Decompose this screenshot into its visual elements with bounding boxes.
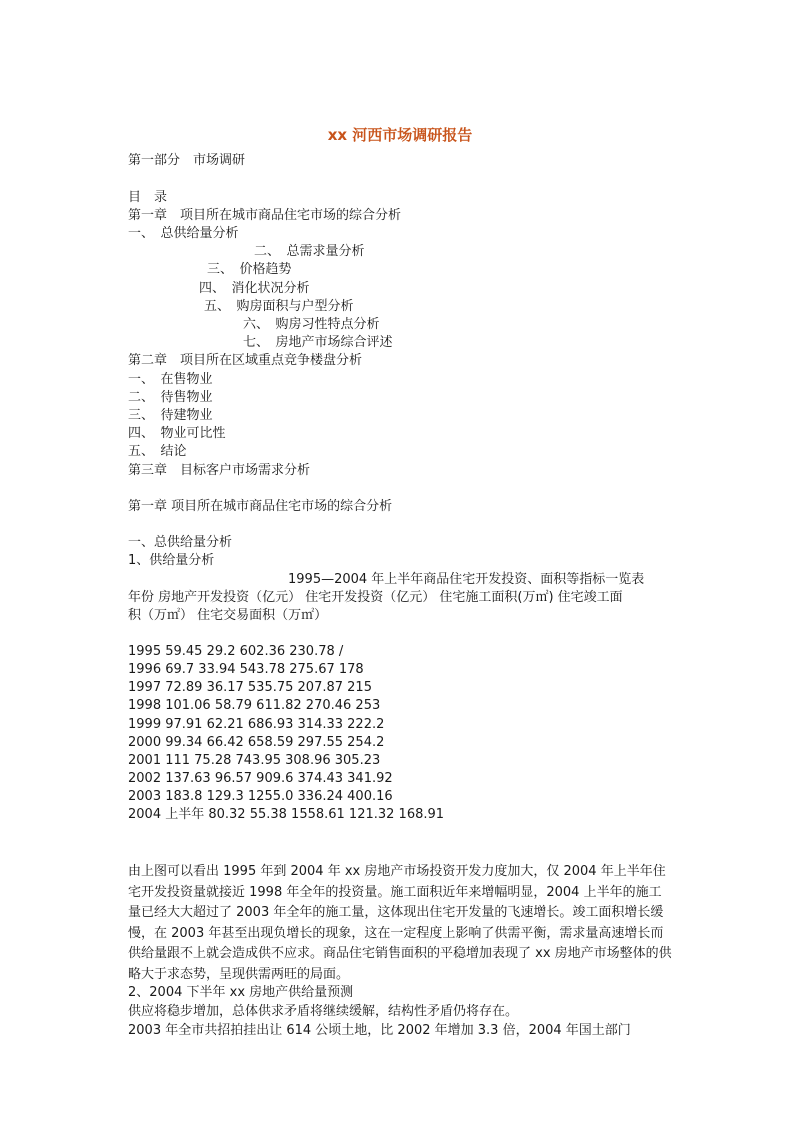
- table-row: 2003 183.8 129.3 1255.0 336.24 400.16: [128, 789, 393, 804]
- table-row: 1999 97.91 62.21 686.93 314.33 222.2: [128, 717, 385, 732]
- toc-item: 七、 房地产市场综合评述: [243, 335, 393, 350]
- table-header-line: 积（万㎡） 住宅交易面积（万㎡）: [128, 608, 328, 623]
- toc-chapter-2: 第二章 项目所在区域重点竞争楼盘分析: [128, 353, 363, 368]
- toc-item: 六、 购房习性特点分析: [243, 317, 380, 332]
- table-header-line: 年份 房地产开发投资（亿元） 住宅开发投资（亿元） 住宅施工面积(万㎡) 住宅竣工面: [128, 590, 623, 605]
- chapter-1-heading: 第一章 项目所在城市商品住宅市场的综合分析: [128, 499, 393, 514]
- subsection-heading: 2、2004 下半年 xx 房地产供给量预测: [128, 985, 354, 1000]
- table-row: 1998 101.06 58.79 611.82 270.46 253: [128, 698, 381, 713]
- table-row: 2002 137.63 96.57 909.6 374.43 341.92: [128, 771, 393, 786]
- toc-item: 二、 总需求量分析: [254, 244, 365, 259]
- toc-item: 二、 待售物业: [128, 390, 213, 405]
- part-heading: 第一部分 市场调研: [128, 153, 246, 168]
- toc-chapter-3: 第三章 目标客户市场需求分析: [128, 463, 311, 478]
- table-caption: 1995—2004 年上半年商品住宅开发投资、面积等指标一览表: [288, 572, 645, 587]
- document-title: xx 河西市场调研报告: [327, 126, 473, 144]
- analysis-paragraph: 由上图可以看出 1995 年到 2004 年 xx 房地产市场投资开发力度加大，仅 2004 年上半年住宅开发投资量就接近 1998 年全年的投资量。施工面积近年来增幅明显，2004 上半年的施工量已经大大超过了 2003 年全年的施工量，这体现出住宅开发量的飞速增长。竣工面积增长缓慢，在 2003 年甚至出现负增长的现象，这在一定程度上影响了供需平衡，需求量高速增长而供给量跟不上就会造成供不应求。商品住宅销售面积的平稳增加表现了 xx 房地产市场整体的供略大于求态势，呈现供需两旺的局面。: [128, 864, 672, 982]
- toc-item: 三、 价格趋势: [207, 262, 292, 277]
- toc-item: 三、 待建物业: [128, 408, 213, 423]
- table-row: 2001 111 75.28 743.95 308.96 305.23: [128, 753, 381, 768]
- section-heading: 一、总供给量分析: [128, 535, 233, 550]
- toc-item: 四、 物业可比性: [128, 426, 226, 441]
- table-row: 2004 上半年 80.32 55.38 1558.61 121.32 168.91: [128, 807, 445, 822]
- toc-item: 五、 购房面积与户型分析: [204, 299, 354, 314]
- subsection-heading: 1、供给量分析: [128, 553, 215, 568]
- body-text: 2003 年全市共招拍挂出让 614 公顷土地，比 2002 年增加 3.3 倍，2004 年国土部门: [128, 1023, 631, 1038]
- table-row: 1997 72.89 36.17 535.75 207.87 215: [128, 680, 372, 695]
- toc-item: 五、 结论: [128, 444, 187, 459]
- table-row: 1996 69.7 33.94 543.78 275.67 178: [128, 662, 364, 677]
- toc-item: 一、 在售物业: [128, 372, 213, 387]
- toc-item: 一、 总供给量分析: [128, 226, 239, 241]
- toc-heading: 目 录: [128, 190, 168, 205]
- toc-chapter-1: 第一章 项目所在城市商品住宅市场的综合分析: [128, 208, 402, 223]
- table-row: 2000 99.34 66.42 658.59 297.55 254.2: [128, 735, 385, 750]
- table-row: 1995 59.45 29.2 602.36 230.78 /: [128, 644, 344, 659]
- body-text: 供应将稳步增加，总体供求矛盾将继续缓解，结构性矛盾仍将存在。: [128, 1004, 519, 1019]
- toc-item: 四、 消化状况分析: [199, 281, 310, 296]
